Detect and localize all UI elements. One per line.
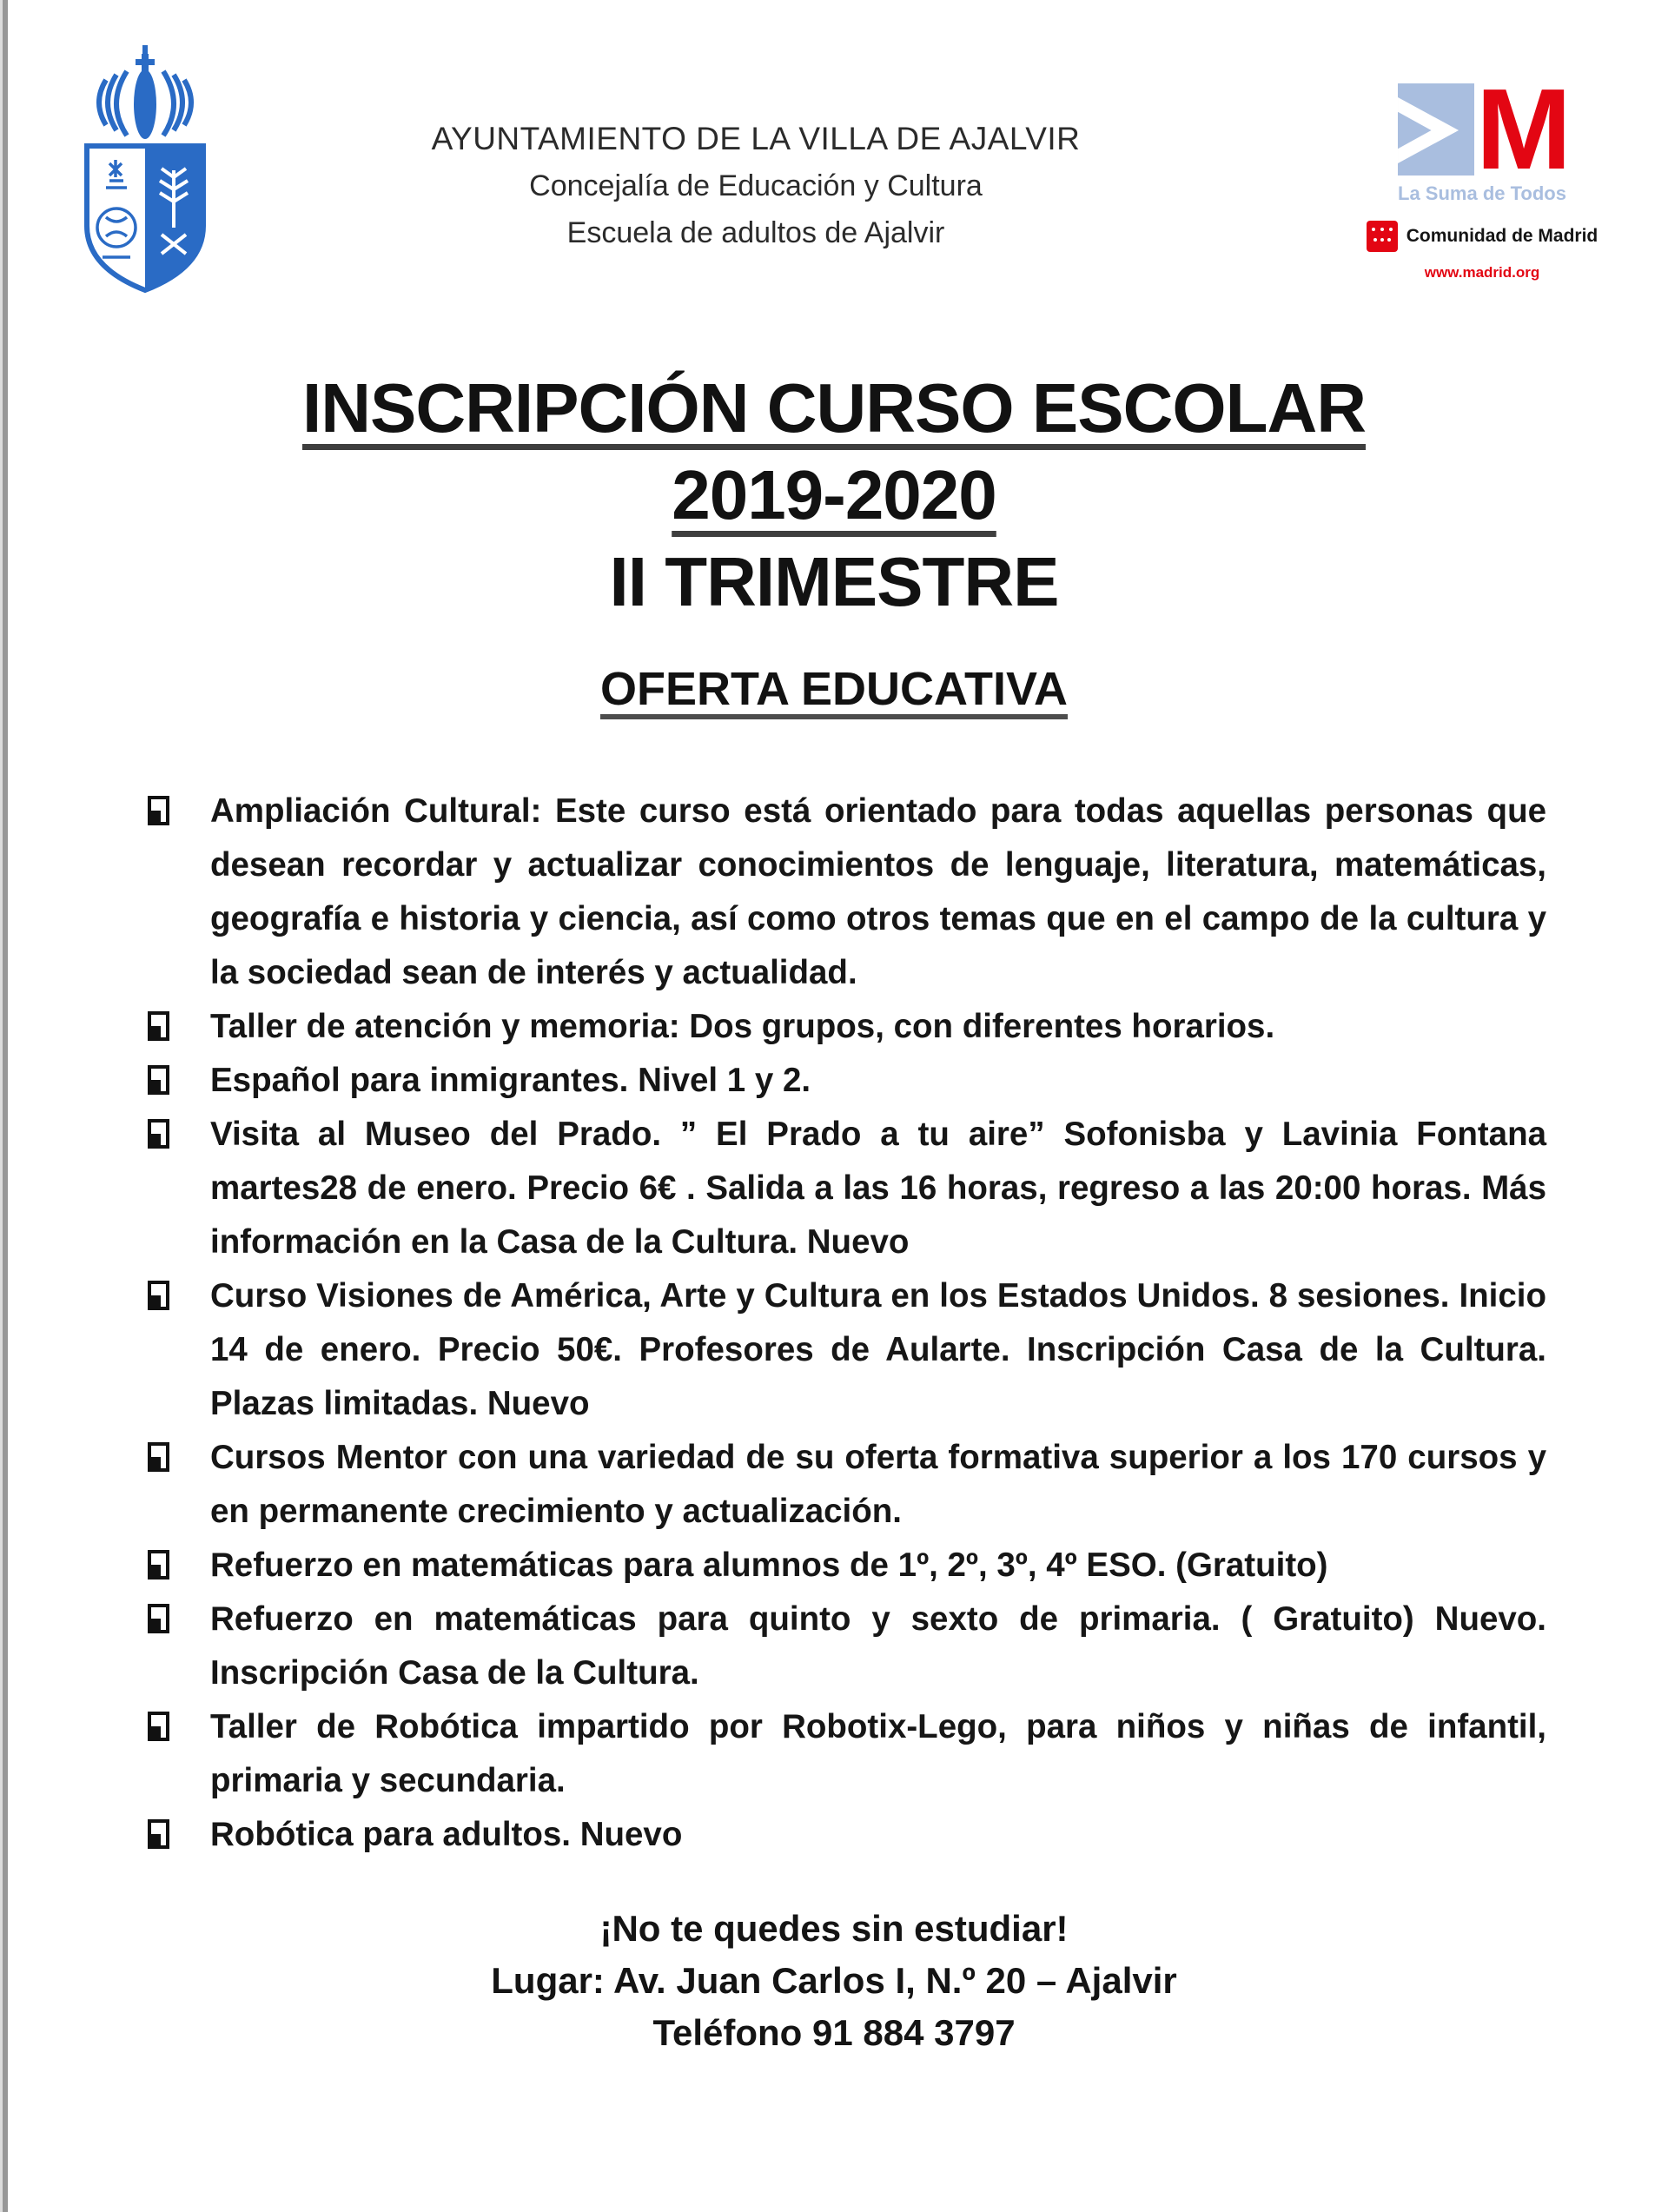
footer-block [0,1903,1668,2059]
subtitle: OFERTA EDUCATIVA [600,663,1068,715]
madrid-tagline: La Suma de Todos [1398,182,1566,204]
bullet-square-icon [148,796,169,825]
madrid-website: www.madrid.org [1424,264,1540,281]
madrid-flag-icon [1367,221,1398,252]
bullet-square-icon [148,1712,169,1741]
offer-item: Español para inmigrantes. Nivel 1 y 2. [146,1054,1546,1108]
madrid-flag-row [1369,221,1598,252]
madrid-logo-zigzag-icon [1398,97,1459,163]
madrid-logo-m-letter: M [1476,65,1566,193]
madrid-org-name: Comunidad de Madrid [1406,226,1598,246]
title-line-1: INSCRIPCIÓN CURSO ESCOLAR [302,369,1366,447]
educational-offer-list [146,785,1546,1862]
footer-phone: Teléfono 91 884 3797 [652,2012,1016,2053]
comunidad-madrid-logo [1369,65,1598,281]
offer-item: Refuerzo en matemáticas para quinto y sexto de primaria. ( Gratuito) Nuevo. Inscripción Casa de la Cultura. [146,1593,1546,1700]
department-name: Concejalía de Educación y Cultura [529,169,983,202]
municipality-name: AYUNTAMIENTO DE LA VILLA DE AJALVIR [431,121,1081,156]
bullet-square-icon [148,1442,169,1472]
offer-item: Visita al Museo del Prado. ” El Prado a tu aire” Sofonisba y Lavinia Fontana martes28 de enero. Precio 6€ . Salida a las 16 horas, regreso a las 20:00 horas. Más información en la Casa de la Cultura. Nuevo [146,1108,1546,1269]
footer-address: Lugar: Av. Juan Carlos I, N.º 20 – Ajalvir [491,1960,1177,2001]
ajalvir-coat-of-arms-icon [76,43,214,295]
header-text-block [243,115,1268,256]
main-title-block [0,365,1668,626]
bullet-square-icon [148,1065,169,1095]
title-line-2: 2019-2020 [672,456,996,533]
bullet-square-icon [148,1604,169,1633]
offer-item: Robótica para adultos. Nuevo [146,1808,1546,1862]
offer-item: Taller de Robótica impartido por Robotix-Lego, para niños y niñas de infantil, primaria y secundaria. [146,1700,1546,1808]
bullet-square-icon [148,1819,169,1849]
offer-item: Taller de atención y memoria: Dos grupos, con diferentes horarios. [146,1000,1546,1054]
madrid-logo-square-icon [1398,83,1474,176]
bullet-square-icon [148,1281,169,1310]
bullet-square-icon [148,1119,169,1149]
bullet-square-icon [148,1550,169,1580]
offer-item: Refuerzo en matemáticas para alumnos de 1º, 2º, 3º, 4º ESO. (Gratuito) [146,1539,1546,1593]
offer-item: Ampliación Cultural: Este curso está orientado para todas aquellas personas que desean recordar y actualizar conocimientos de lenguaje, literatura, matemáticas, geografía e historia y ciencia, así como otros temas que en el campo de la cultura y la sociedad sean de interés y actualidad. [146,785,1546,1000]
school-name: Escuela de adultos de Ajalvir [566,216,945,249]
page-left-edge [0,0,8,2212]
offer-item: Curso Visiones de América, Arte y Cultura en los Estados Unidos. 8 sesiones. Inicio 14 de enero. Precio 50€. Profesores de Aularte. Inscripción Casa de la Cultura. Plazas limitadas. Nuevo [146,1269,1546,1431]
offer-item: Cursos Mentor con una variedad de su oferta formativa superior a los 170 cursos y en permanente crecimiento y actualización. [146,1431,1546,1539]
title-line-3: II TRIMESTRE [609,543,1059,620]
footer-slogan: ¡No te quedes sin estudiar! [599,1908,1069,1949]
bullet-square-icon [148,1011,169,1041]
